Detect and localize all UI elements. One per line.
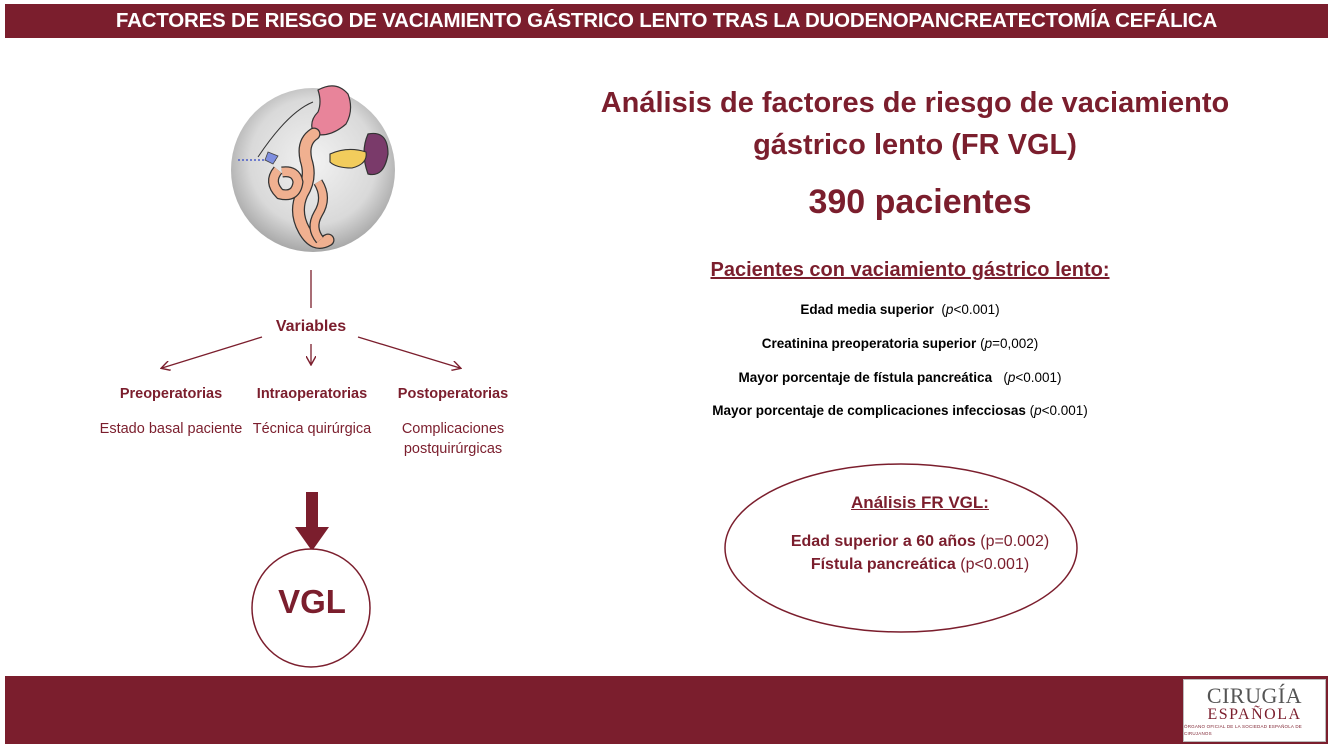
logo-line2: ESPAÑOLA <box>1207 705 1302 723</box>
vgl-label: VGL <box>278 583 346 620</box>
arrow-preoperatorias <box>162 337 262 368</box>
finding-p-value: <0.001 <box>1015 370 1058 385</box>
journal-logo <box>1183 679 1326 742</box>
finding-text: Creatinina preoperatoria superior <box>761 336 977 351</box>
finding-p-value: <0.001 <box>1041 403 1084 418</box>
logo-line3: ÓRGANO OFICIAL DE LA SOCIEDAD ESPAÑOLA DE CIRUJANOS <box>1184 723 1302 736</box>
finding-text: Mayor porcentaje de fístula pancreática <box>738 370 993 385</box>
big-arrow-head <box>295 527 329 551</box>
big-arrow-shaft <box>306 492 318 528</box>
desc-intraoperatorias: Técnica quirúrgica <box>252 421 372 437</box>
header-title: FACTORES DE RIESGO DE VACIAMIENTO GÁSTRICO LENTO TRAS LA DUODENOPANCREATECTOMÍA CEFÁLICA <box>115 9 1218 32</box>
finding-item: Creatinina preoperatoria superior (p=0,002) <box>761 336 1039 351</box>
finding-p-label: p <box>945 302 954 317</box>
desc-preoperatorias: Estado basal paciente <box>99 421 243 437</box>
category-postoperatorias: Postoperatorias <box>397 386 509 402</box>
arrow-postoperatorias <box>358 337 460 368</box>
category-intraoperatorias: Intraoperatorias <box>256 386 368 402</box>
finding-text: Edad media superior <box>800 302 934 317</box>
oval-row-p: (p=0.002) <box>980 533 1050 550</box>
category-preoperatorias: Preoperatorias <box>119 386 223 402</box>
oval-row-p: (p<0.001) <box>960 556 1030 573</box>
oval-row <box>720 533 1120 551</box>
findings-subtitle: Pacientes con vaciamiento gástrico lento: <box>710 259 1110 281</box>
oval-row-text: Fístula pancreática <box>810 556 956 573</box>
finding-p-label: p <box>1034 403 1042 418</box>
finding-p-label: p <box>1007 370 1016 385</box>
oval-row <box>720 556 1120 574</box>
oval-title: Análisis FR VGL: <box>851 493 989 512</box>
patient-count: 390 pacientes <box>808 183 1032 221</box>
logo-line1: CIRUGÍA <box>1206 682 1303 708</box>
analysis-title: Análisis de factores de riesgo de vaciamiento gástrico lento (FR VGL) <box>600 87 1230 161</box>
desc-postoperatorias: Complicaciones postquirúrgicas <box>401 421 505 457</box>
finding-p-value: =0,002 <box>992 336 1034 351</box>
finding-item: Mayor porcentaje de complicaciones infecciosas (p<0.001) <box>712 403 1088 418</box>
finding-item: Mayor porcentaje de fístula pancreática (p<0.001) <box>738 370 1062 385</box>
footer-banner <box>5 676 1328 744</box>
finding-p-label: p <box>984 336 993 351</box>
finding-item: Edad media superior (p<0.001) <box>800 302 1000 317</box>
oval-row-text: Edad superior a 60 años <box>790 533 976 550</box>
finding-text: Mayor porcentaje de complicaciones infecciosas <box>712 403 1026 418</box>
variables-label: Variables <box>275 318 347 335</box>
finding-p-value: <0.001 <box>953 302 996 317</box>
